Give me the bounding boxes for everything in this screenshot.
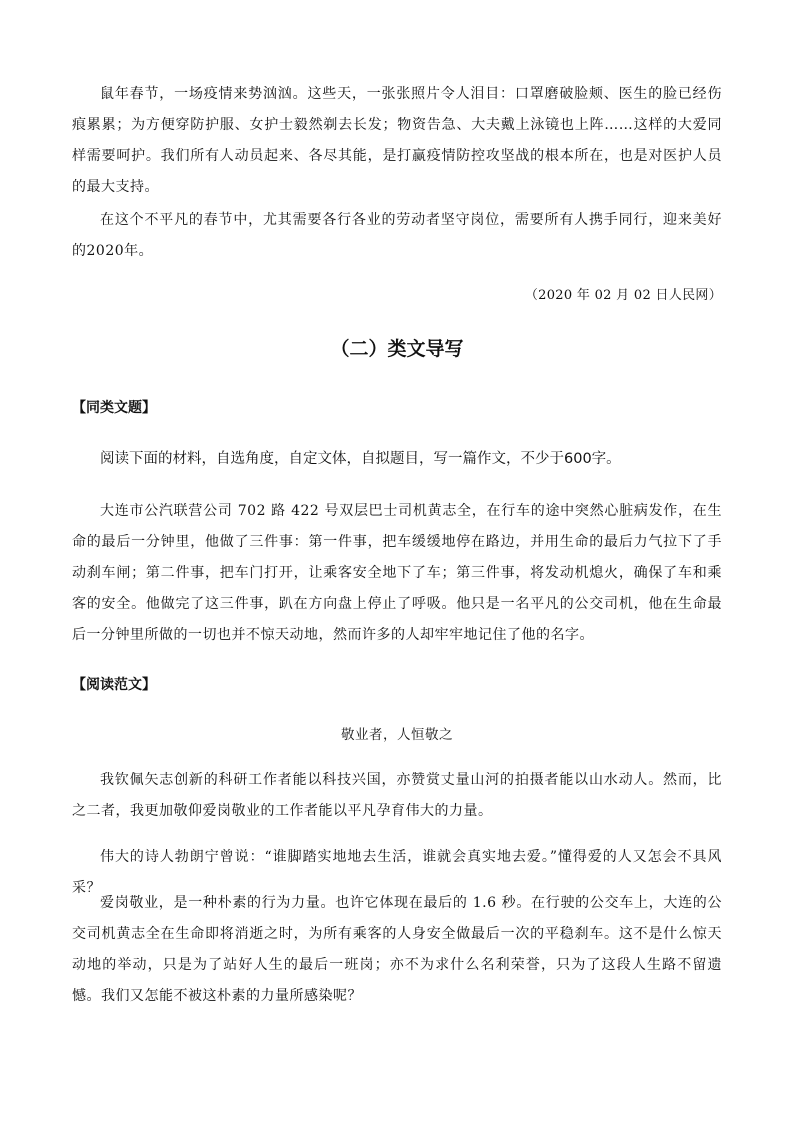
similar-topic-prompt: 阅读下面的材料，自选角度，自定文体，自拟题目，写一篇作文，不少于600字。	[100, 451, 621, 467]
similar-topic-material: 大连市公汽联营公司 702 路 422 号双层巴士司机黄志全，在行车的途中突然心脏病发作，在生命的最后一分钟里，他做了三件事：第一件事，把车缓缓地停在路边，并用生命的最后力气拉下了手动刹车闸；第二件事，把车门打开，让乘客安全地下了车；第三件事，将发动机熄火，确保了车和乘客的安全。他做完了这三件事，趴在方向盘上停止了呼吸。他只是一名平凡的公交司机，他在生命最后一分钟里所做的一切也并不惊天动地，然而许多的人却牢牢地记住了他的名字。	[72, 503, 722, 643]
model-essay-title: 敬业者，人恒敬之	[341, 727, 453, 743]
model-essay-paragraph-1: 我钦佩矢志创新的科研工作者能以科技兴国，亦赞赏丈量山河的拍摄者能以山水动人。然而，比之二者，我更加敬仰爱岗敬业的工作者能以平凡孕育伟大的力量。	[72, 772, 722, 819]
passage-paragraph-2: 在这个不平凡的春节中，尤其需要各行各业的劳动者坚守岗位，需要所有人携手同行，迎来美好的2020年。	[72, 212, 722, 259]
section-title: （二）类文导写	[330, 338, 464, 360]
model-essay-tag: 【阅读范文】	[72, 677, 156, 693]
model-essay-paragraph-2: 伟大的诗人勃朗宁曾说：“谁脚踏实地地去生活，谁就会真实地去爱。”懂得爱的人又怎会不具风采？	[72, 849, 722, 896]
passage-paragraph-1: 鼠年春节，一场疫情来势汹汹。这些天，一张张照片令人泪目：口罩磨破脸颊、医生的脸已经伤痕累累；为方便穿防护服、女护士毅然剃去长发；物资告急、大夫戴上泳镜也上阵……这样的大爱同样需要呵护。我们所有人动员起来、各尽其能，是打赢疫情防控攻坚战的根本所在，也是对医护人员的最大支持。	[72, 86, 722, 195]
passage-source: （2020 年 02 月 02 日人民网）	[524, 288, 722, 303]
similar-topic-tag: 【同类文题】	[72, 400, 156, 416]
model-essay-paragraph-3: 爱岗敬业，是一种朴素的行为力量。也许它体现在最后的 1.6 秒。在行驶的公交车上，大连的公交司机黄志全在生命即将消逝之时，为所有乘客的人身安全做最后一次的平稳刹车。这不是什么惊天动地的举动，只是为了站好人生的最后一班岗；亦不为求什么名利荣誉，只为了这段人生路不留遗憾。我们又怎能不被这朴素的力量所感染呢？	[72, 895, 722, 1004]
